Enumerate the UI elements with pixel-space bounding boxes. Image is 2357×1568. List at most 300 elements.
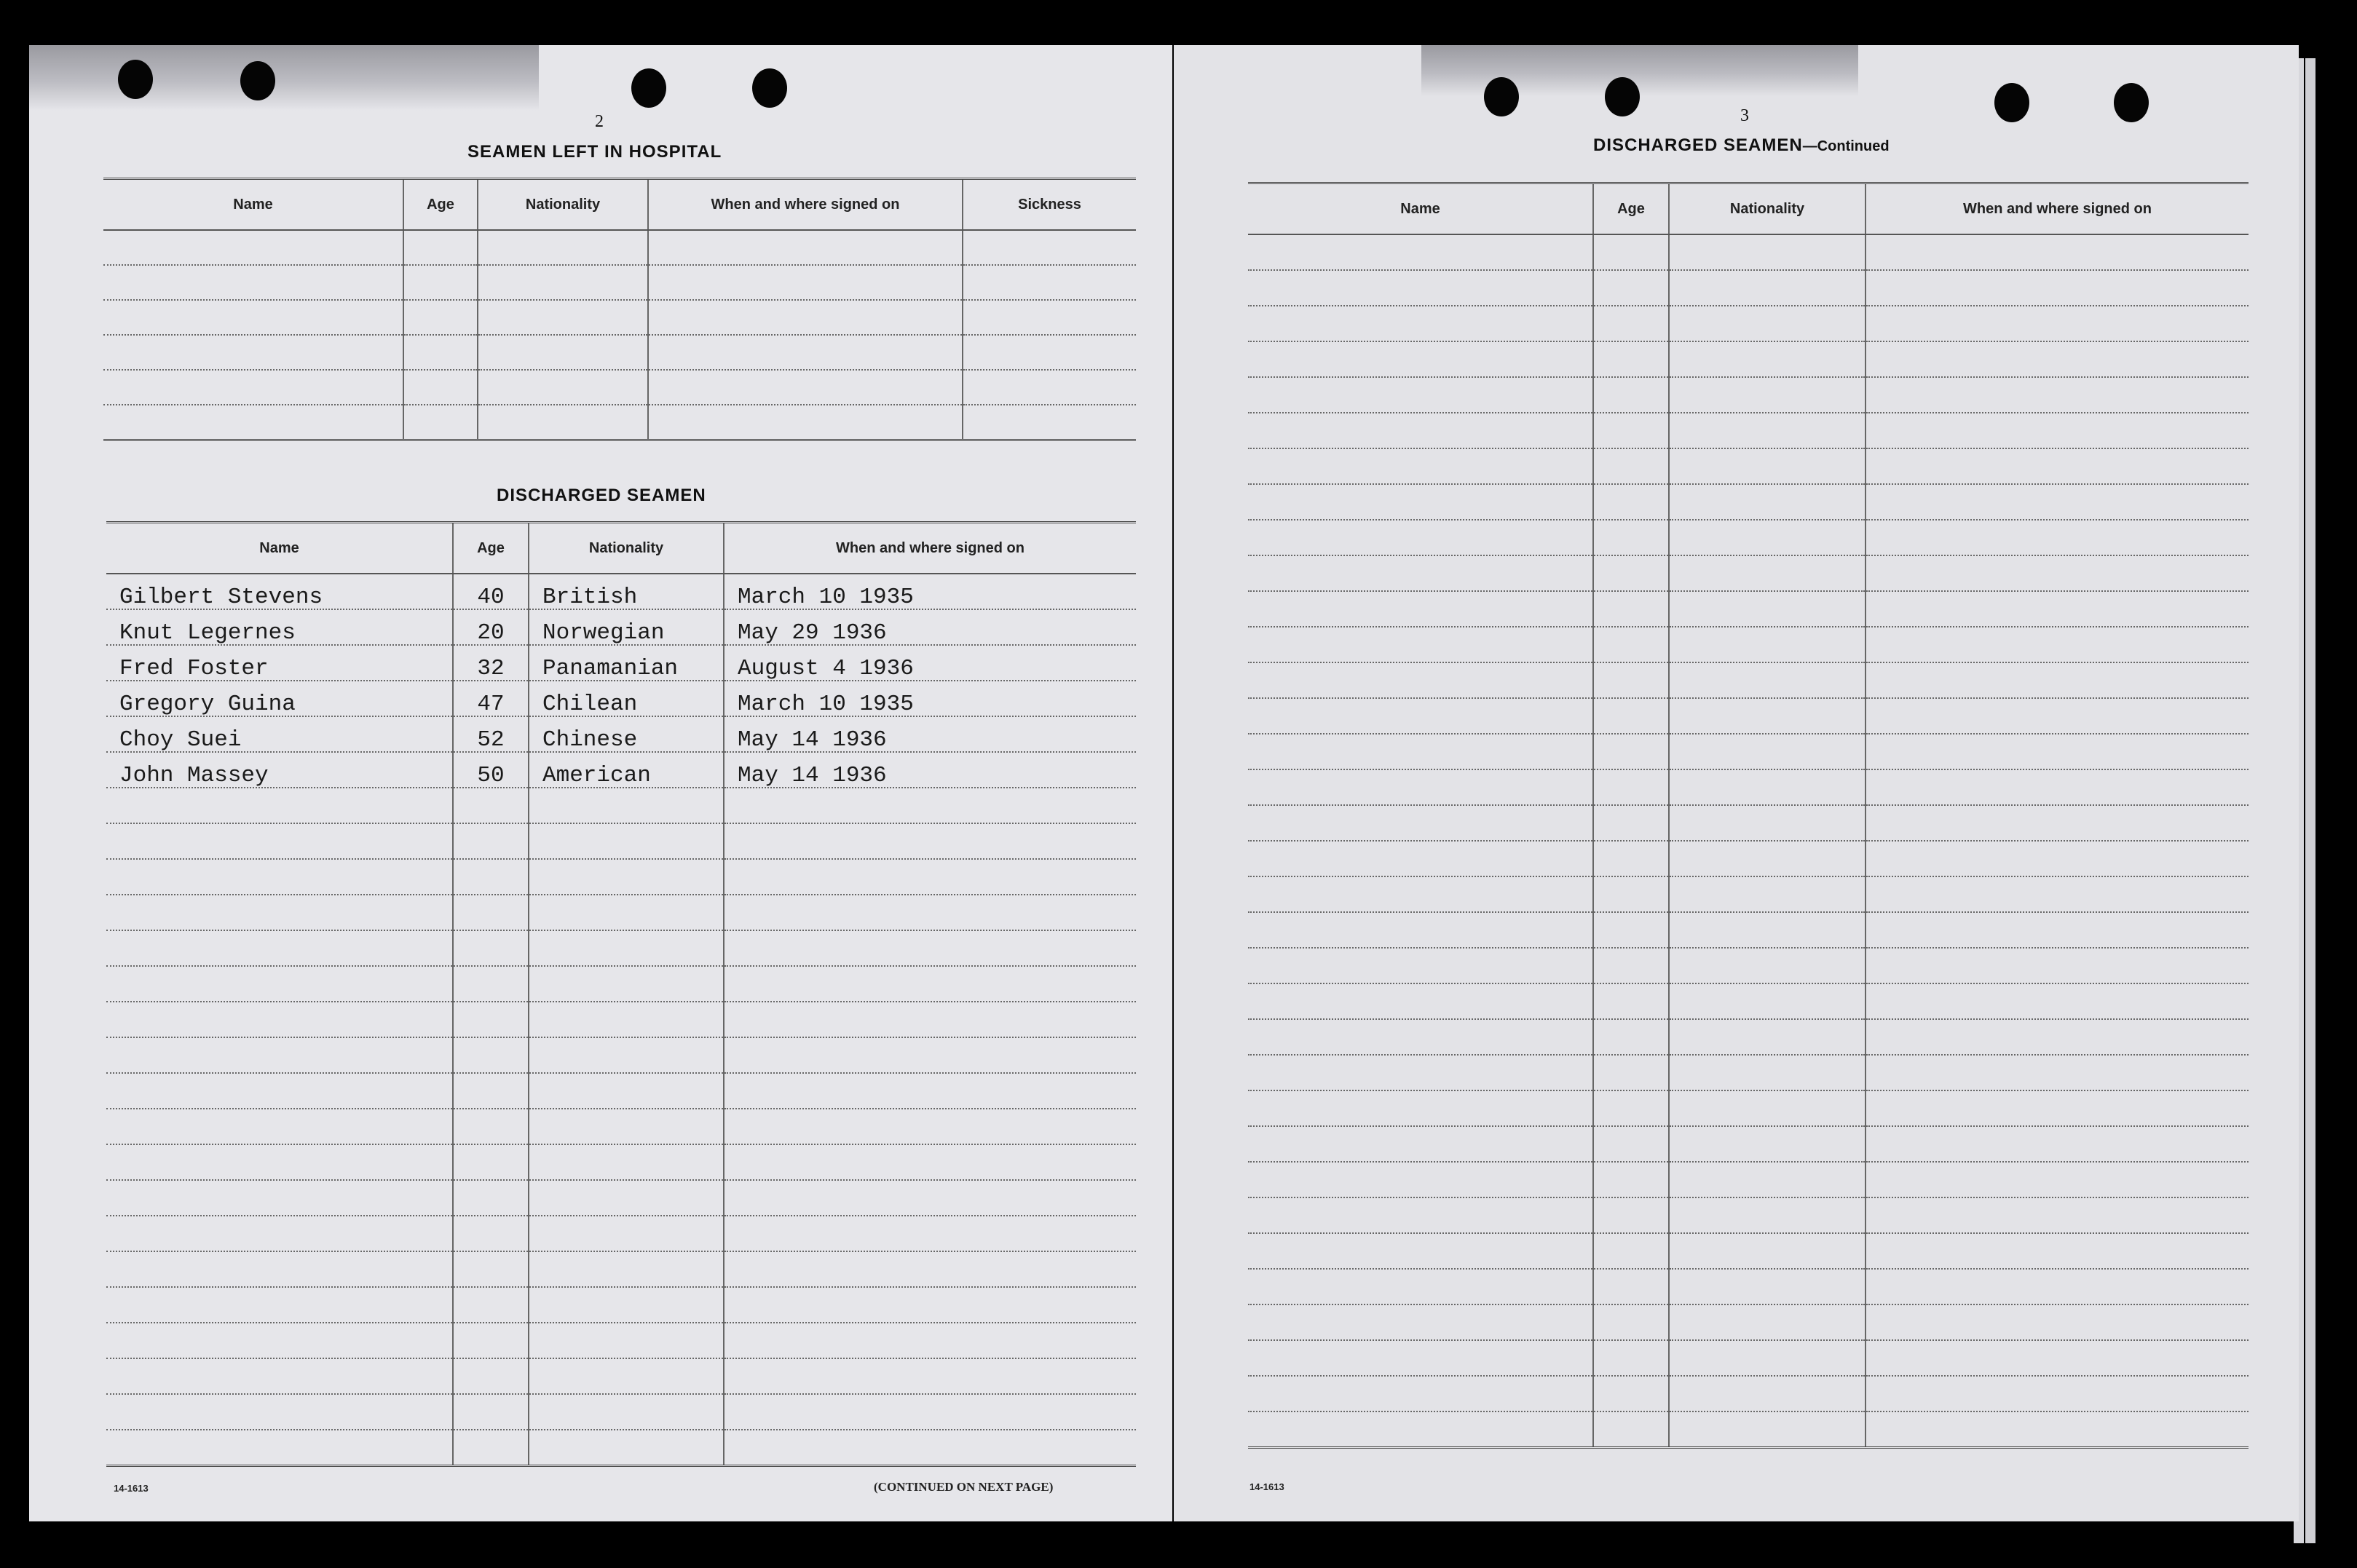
blank-row — [1248, 1233, 2249, 1269]
cell-signed-on: May 29 1936 — [724, 609, 1136, 645]
cell-nationality: Norwegian — [529, 609, 724, 645]
empty-cell — [1248, 591, 1593, 627]
empty-cell — [478, 230, 648, 265]
empty-cell — [1248, 1126, 1593, 1162]
punch-hole — [1994, 83, 2029, 122]
blank-row — [1248, 912, 2249, 948]
empty-cell — [529, 1287, 724, 1323]
empty-cell — [1593, 341, 1669, 377]
empty-cell — [529, 1002, 724, 1037]
cell-nationality: Chilean — [529, 681, 724, 716]
empty-cell — [1669, 1090, 1866, 1126]
column-header-age: Age — [403, 179, 478, 231]
blank-row — [1248, 448, 2249, 484]
empty-cell — [478, 370, 648, 405]
empty-cell — [1248, 484, 1593, 520]
empty-cell — [724, 788, 1136, 823]
empty-cell — [1248, 948, 1593, 983]
table-header-row — [103, 179, 1136, 231]
table-header-row — [106, 523, 1136, 574]
blank-row — [103, 300, 1136, 335]
empty-cell — [106, 1073, 453, 1109]
empty-cell — [1669, 1376, 1866, 1411]
table-row — [106, 681, 1136, 716]
empty-cell — [1248, 1304, 1593, 1340]
column-header-signed-on: When and where signed on — [724, 523, 1136, 574]
empty-cell — [1669, 769, 1866, 805]
empty-cell — [106, 1037, 453, 1073]
left-page — [29, 45, 1172, 1521]
empty-cell — [529, 1251, 724, 1287]
form-number: 14-1613 — [114, 1483, 149, 1494]
blank-row — [1248, 805, 2249, 841]
blank-row — [1248, 591, 2249, 627]
empty-cell — [1669, 1126, 1866, 1162]
empty-cell — [103, 335, 403, 370]
column-header-sickness: Sickness — [963, 179, 1136, 231]
empty-cell — [724, 1358, 1136, 1394]
empty-cell — [529, 1358, 724, 1394]
blank-row — [106, 1358, 1136, 1394]
empty-cell — [529, 895, 724, 930]
empty-cell — [1248, 769, 1593, 805]
empty-cell — [724, 1144, 1136, 1180]
empty-cell — [106, 1394, 453, 1430]
empty-cell — [1669, 1340, 1866, 1376]
column-header-age: Age — [453, 523, 529, 574]
blank-row — [106, 1323, 1136, 1358]
punch-hole — [631, 68, 666, 108]
empty-cell — [453, 966, 529, 1002]
empty-cell — [1866, 1019, 2249, 1055]
blank-row — [1248, 841, 2249, 876]
empty-cell — [453, 1073, 529, 1109]
cell-name: Knut Legernes — [106, 609, 453, 645]
empty-cell — [106, 1251, 453, 1287]
punch-hole — [240, 61, 275, 100]
cell-name: Choy Suei — [106, 716, 453, 752]
blank-row — [1248, 1126, 2249, 1162]
column-header-nationality: Nationality — [478, 179, 648, 231]
right-page — [1174, 45, 2299, 1521]
table-row — [106, 574, 1136, 609]
empty-cell — [1248, 1376, 1593, 1411]
page-number: 2 — [595, 112, 604, 131]
blank-row — [106, 895, 1136, 930]
empty-cell — [403, 370, 478, 405]
empty-cell — [529, 1037, 724, 1073]
cell-nationality: Chinese — [529, 716, 724, 752]
empty-cell — [1866, 1055, 2249, 1090]
empty-cell — [1866, 876, 2249, 912]
empty-cell — [1248, 1411, 1593, 1447]
blank-row — [106, 1144, 1136, 1180]
empty-cell — [529, 1394, 724, 1430]
empty-cell — [1669, 520, 1866, 555]
empty-cell — [1669, 591, 1866, 627]
empty-cell — [1593, 448, 1669, 484]
blank-row — [1248, 662, 2249, 698]
blank-row — [1248, 1055, 2249, 1090]
blank-row — [106, 859, 1136, 895]
empty-cell — [648, 265, 963, 300]
blank-row — [106, 966, 1136, 1002]
cell-signed-on: March 10 1935 — [724, 681, 1136, 716]
hospital-section-title: SEAMEN LEFT IN HOSPITAL — [467, 142, 722, 162]
discharged-continued-title — [1593, 135, 1890, 156]
blank-row — [106, 1180, 1136, 1216]
empty-cell — [1248, 627, 1593, 662]
empty-cell — [1593, 555, 1669, 591]
empty-cell — [1248, 1162, 1593, 1197]
empty-cell — [453, 1287, 529, 1323]
blank-row — [103, 405, 1136, 440]
cell-nationality: American — [529, 752, 724, 788]
blank-row — [106, 823, 1136, 859]
empty-cell — [1866, 234, 2249, 270]
empty-cell — [1248, 1340, 1593, 1376]
blank-row — [1248, 983, 2249, 1019]
blank-row — [1248, 1411, 2249, 1447]
blank-row — [1248, 1090, 2249, 1126]
empty-cell — [453, 1002, 529, 1037]
empty-cell — [1866, 591, 2249, 627]
blank-row — [103, 230, 1136, 265]
empty-cell — [453, 859, 529, 895]
empty-cell — [724, 1109, 1136, 1144]
empty-cell — [1593, 1197, 1669, 1233]
empty-cell — [1248, 306, 1593, 341]
blank-row — [106, 788, 1136, 823]
empty-cell — [1669, 983, 1866, 1019]
empty-cell — [724, 895, 1136, 930]
empty-cell — [1669, 948, 1866, 983]
column-header-name: Name — [103, 179, 403, 231]
punch-hole — [752, 68, 787, 108]
empty-cell — [453, 1180, 529, 1216]
empty-cell — [1866, 1197, 2249, 1233]
blank-row — [1248, 1197, 2249, 1233]
blank-row — [1248, 698, 2249, 734]
empty-cell — [1593, 1340, 1669, 1376]
table-row — [106, 752, 1136, 788]
empty-cell — [103, 370, 403, 405]
sheet-edge — [2305, 58, 2315, 1543]
blank-row — [1248, 1162, 2249, 1197]
empty-cell — [453, 1251, 529, 1287]
blank-row — [1248, 876, 2249, 912]
empty-cell — [1593, 734, 1669, 769]
empty-cell — [1593, 1376, 1669, 1411]
empty-cell — [1593, 520, 1669, 555]
empty-cell — [1248, 805, 1593, 841]
cell-name: Fred Foster — [106, 645, 453, 681]
blank-row — [1248, 627, 2249, 662]
empty-cell — [453, 930, 529, 966]
empty-cell — [1866, 983, 2249, 1019]
empty-cell — [529, 966, 724, 1002]
empty-cell — [648, 370, 963, 405]
empty-cell — [1866, 306, 2249, 341]
empty-cell — [1593, 805, 1669, 841]
blank-row — [1248, 270, 2249, 306]
empty-cell — [1248, 983, 1593, 1019]
blank-row — [106, 930, 1136, 966]
empty-cell — [403, 265, 478, 300]
empty-cell — [103, 405, 403, 440]
empty-cell — [1669, 1162, 1866, 1197]
empty-cell — [724, 1216, 1136, 1251]
empty-cell — [1248, 234, 1593, 270]
empty-cell — [1866, 1269, 2249, 1304]
empty-cell — [478, 335, 648, 370]
empty-cell — [1593, 413, 1669, 448]
empty-cell — [648, 335, 963, 370]
empty-cell — [963, 265, 1136, 300]
empty-cell — [1248, 270, 1593, 306]
empty-cell — [963, 300, 1136, 335]
blank-row — [106, 1287, 1136, 1323]
empty-cell — [453, 1109, 529, 1144]
empty-cell — [1669, 805, 1866, 841]
hospital-table — [103, 178, 1136, 441]
empty-cell — [1866, 698, 2249, 734]
blank-row — [103, 335, 1136, 370]
blank-row — [106, 1073, 1136, 1109]
empty-cell — [453, 1323, 529, 1358]
empty-cell — [724, 1180, 1136, 1216]
empty-cell — [963, 230, 1136, 265]
empty-cell — [724, 1394, 1136, 1430]
empty-cell — [403, 300, 478, 335]
empty-cell — [1593, 377, 1669, 413]
empty-cell — [724, 1287, 1136, 1323]
empty-cell — [1248, 1055, 1593, 1090]
empty-cell — [1866, 1304, 2249, 1340]
blank-row — [106, 1037, 1136, 1073]
cell-signed-on: March 10 1935 — [724, 574, 1136, 609]
empty-cell — [1593, 591, 1669, 627]
empty-cell — [1669, 698, 1866, 734]
blank-row — [1248, 734, 2249, 769]
discharged-continued-table — [1248, 182, 2249, 1449]
empty-cell — [648, 300, 963, 335]
cell-age: 52 — [453, 716, 529, 752]
empty-cell — [1248, 698, 1593, 734]
empty-cell — [1669, 555, 1866, 591]
empty-cell — [1669, 841, 1866, 876]
empty-cell — [1669, 1411, 1866, 1447]
cell-name: John Massey — [106, 752, 453, 788]
blank-row — [103, 265, 1136, 300]
column-header-nationality: Nationality — [529, 523, 724, 574]
cell-age: 32 — [453, 645, 529, 681]
blank-row — [1248, 413, 2249, 448]
blank-row — [1248, 520, 2249, 555]
empty-cell — [1593, 948, 1669, 983]
empty-cell — [1669, 234, 1866, 270]
empty-cell — [106, 1216, 453, 1251]
column-header-nationality: Nationality — [1669, 183, 1866, 235]
empty-cell — [963, 405, 1136, 440]
cell-age: 50 — [453, 752, 529, 788]
empty-cell — [1866, 769, 2249, 805]
table-header-row — [1248, 183, 2249, 235]
empty-cell — [1866, 627, 2249, 662]
punch-hole — [1605, 77, 1640, 116]
empty-cell — [1866, 448, 2249, 484]
column-header-name: Name — [106, 523, 453, 574]
empty-cell — [106, 788, 453, 823]
empty-cell — [1593, 876, 1669, 912]
empty-cell — [1248, 734, 1593, 769]
empty-cell — [1593, 841, 1669, 876]
empty-cell — [453, 1216, 529, 1251]
discharged-table — [106, 521, 1136, 1467]
blank-row — [1248, 1304, 2249, 1340]
empty-cell — [1248, 1269, 1593, 1304]
empty-cell — [1669, 1269, 1866, 1304]
empty-cell — [1593, 484, 1669, 520]
empty-cell — [106, 1002, 453, 1037]
empty-cell — [403, 405, 478, 440]
empty-cell — [1248, 1197, 1593, 1233]
blank-row — [106, 1216, 1136, 1251]
empty-cell — [453, 1358, 529, 1394]
cell-age: 47 — [453, 681, 529, 716]
continued-note: (CONTINUED ON NEXT PAGE) — [874, 1480, 1054, 1494]
empty-cell — [963, 335, 1136, 370]
empty-cell — [1669, 1055, 1866, 1090]
scan-smudge — [29, 45, 539, 111]
page-number: 3 — [1740, 106, 1750, 125]
empty-cell — [106, 895, 453, 930]
empty-cell — [1669, 734, 1866, 769]
empty-cell — [529, 1430, 724, 1465]
empty-cell — [103, 300, 403, 335]
empty-cell — [1866, 1126, 2249, 1162]
empty-cell — [1593, 698, 1669, 734]
empty-cell — [106, 1323, 453, 1358]
empty-cell — [1593, 662, 1669, 698]
empty-cell — [1248, 1019, 1593, 1055]
empty-cell — [103, 230, 403, 265]
blank-row — [1248, 1269, 2249, 1304]
empty-cell — [1669, 448, 1866, 484]
empty-cell — [1248, 662, 1593, 698]
empty-cell — [1866, 841, 2249, 876]
column-header-age: Age — [1593, 183, 1669, 235]
empty-cell — [724, 1073, 1136, 1109]
empty-cell — [1669, 413, 1866, 448]
cell-signed-on: August 4 1936 — [724, 645, 1136, 681]
empty-cell — [1866, 1376, 2249, 1411]
empty-cell — [648, 405, 963, 440]
empty-cell — [1866, 1162, 2249, 1197]
empty-cell — [1669, 484, 1866, 520]
blank-row — [1248, 234, 2249, 270]
empty-cell — [529, 823, 724, 859]
empty-cell — [1593, 1411, 1669, 1447]
empty-cell — [1866, 270, 2249, 306]
empty-cell — [453, 1037, 529, 1073]
empty-cell — [1866, 341, 2249, 377]
empty-cell — [1248, 841, 1593, 876]
empty-cell — [1593, 1269, 1669, 1304]
empty-cell — [1866, 484, 2249, 520]
empty-cell — [1866, 734, 2249, 769]
empty-cell — [1669, 1197, 1866, 1233]
empty-cell — [1866, 1340, 2249, 1376]
empty-cell — [1593, 1126, 1669, 1162]
empty-cell — [529, 1109, 724, 1144]
empty-cell — [529, 1216, 724, 1251]
empty-cell — [529, 1144, 724, 1180]
empty-cell — [724, 1323, 1136, 1358]
empty-cell — [453, 895, 529, 930]
empty-cell — [1866, 662, 2249, 698]
empty-cell — [724, 1251, 1136, 1287]
empty-cell — [106, 1109, 453, 1144]
empty-cell — [453, 1430, 529, 1465]
empty-cell — [1248, 520, 1593, 555]
empty-cell — [1593, 1055, 1669, 1090]
empty-cell — [1593, 1090, 1669, 1126]
empty-cell — [453, 823, 529, 859]
blank-row — [106, 1002, 1136, 1037]
empty-cell — [478, 405, 648, 440]
empty-cell — [1669, 912, 1866, 948]
empty-cell — [724, 1037, 1136, 1073]
empty-cell — [1248, 876, 1593, 912]
title-main: DISCHARGED SEAMEN — [1593, 135, 1803, 155]
empty-cell — [1593, 270, 1669, 306]
cell-age: 20 — [453, 609, 529, 645]
empty-cell — [529, 1180, 724, 1216]
empty-cell — [1866, 805, 2249, 841]
empty-cell — [963, 370, 1136, 405]
empty-cell — [106, 859, 453, 895]
empty-cell — [724, 966, 1136, 1002]
empty-cell — [1669, 1233, 1866, 1269]
empty-cell — [1669, 306, 1866, 341]
empty-cell — [529, 788, 724, 823]
table-row — [106, 609, 1136, 645]
empty-cell — [478, 300, 648, 335]
empty-cell — [1248, 448, 1593, 484]
blank-row — [1248, 555, 2249, 591]
blank-row — [1248, 484, 2249, 520]
empty-cell — [106, 1287, 453, 1323]
empty-cell — [1593, 1019, 1669, 1055]
empty-cell — [1593, 769, 1669, 805]
empty-cell — [724, 1430, 1136, 1465]
empty-cell — [106, 1358, 453, 1394]
empty-cell — [1248, 341, 1593, 377]
cell-nationality: British — [529, 574, 724, 609]
empty-cell — [106, 823, 453, 859]
empty-cell — [1866, 1233, 2249, 1269]
blank-row — [1248, 306, 2249, 341]
empty-cell — [1866, 912, 2249, 948]
empty-cell — [453, 1144, 529, 1180]
table-row — [106, 716, 1136, 752]
empty-cell — [724, 859, 1136, 895]
cell-signed-on: May 14 1936 — [724, 752, 1136, 788]
empty-cell — [106, 930, 453, 966]
empty-cell — [103, 265, 403, 300]
empty-cell — [106, 1430, 453, 1465]
